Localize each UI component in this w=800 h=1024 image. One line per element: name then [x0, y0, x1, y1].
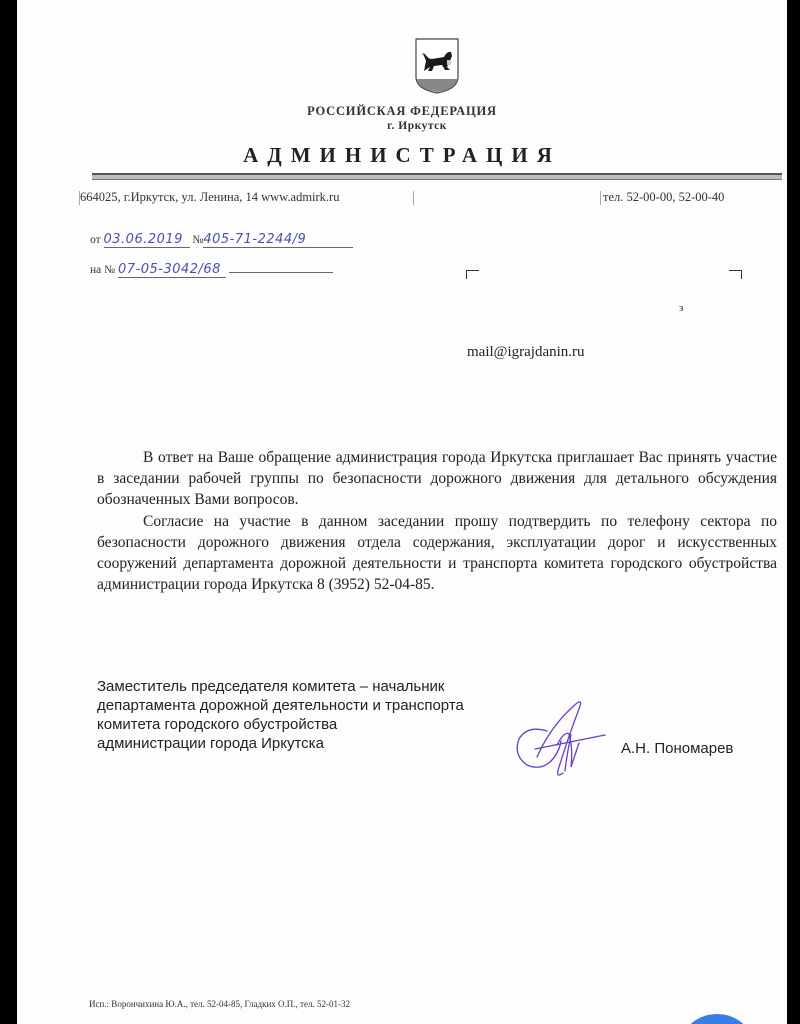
address-bracket-right [729, 270, 742, 279]
blank-line [229, 262, 333, 273]
floating-action-button[interactable] [677, 1014, 757, 1024]
signatory-title-line: департамента дорожной деятельности и транспорта [97, 697, 464, 714]
reply-number: 07-05-3042/68 [118, 262, 226, 278]
city-heading: г. Иркутск [387, 120, 447, 132]
phones: тел. 52-00-00, 52-00-40 [603, 190, 725, 204]
address-divider [413, 191, 414, 205]
executors-footer: Исп.: Ворончихина Ю.А., тел. 52-04-85, Гладких О.П., тел. 52-01-32 [89, 999, 350, 1009]
handwritten-signature [507, 695, 627, 785]
federation-heading: РОССИЙСКАЯ ФЕДЕРАЦИЯ [307, 104, 497, 118]
letter-number: 405-71-2244/9 [203, 232, 353, 248]
outgoing-reference [90, 232, 353, 248]
document-page [17, 0, 787, 1024]
signatory-title-line: комитета городского обустройства [97, 716, 338, 733]
signatory-title [97, 677, 464, 753]
signatory-title-line: администрации города Иркутска [97, 735, 324, 752]
letter-date: 03.06.2019 [104, 232, 190, 248]
coat-of-arms-icon [414, 37, 460, 95]
administration-heading: АДМИНИСТРАЦИЯ [243, 143, 561, 167]
incoming-reference [90, 262, 333, 278]
signatory-name: А.Н. Пономарев [621, 740, 734, 757]
number-label: № [192, 234, 204, 246]
address: 664025, г.Иркутск, ул. Ленина, 14 www.admirk.ru [80, 190, 340, 204]
header-rule [92, 173, 782, 180]
reply-label: на № [90, 264, 116, 276]
body-paragraph-1: В ответ на Ваше обращение администрация города Иркутска приглашает Вас принять участие в заседании рабочей группы по безопасности дорожного движения для детального обсуждения обозначенных Вами вопросов. [97, 449, 777, 508]
recipient-email: mail@igrajdanin.ru [467, 344, 585, 360]
phone-divider [600, 191, 601, 205]
recipient-mark: з [679, 302, 684, 314]
address-bracket-left [466, 270, 479, 279]
from-label: от [90, 234, 101, 246]
body-paragraph-2: Согласие на участие в данном заседании прошу подтвердить по телефону сектора по безопасности дорожного движения отдела содержания, эксплуатации дорог и искусственных сооружений департамента дорожной деятельности и транспорта комитета городского обустройства администрации города Иркутска 8 (3952) 52-04-85. [97, 513, 777, 593]
signatory-title-line: Заместитель председателя комитета – начальник [97, 678, 445, 695]
